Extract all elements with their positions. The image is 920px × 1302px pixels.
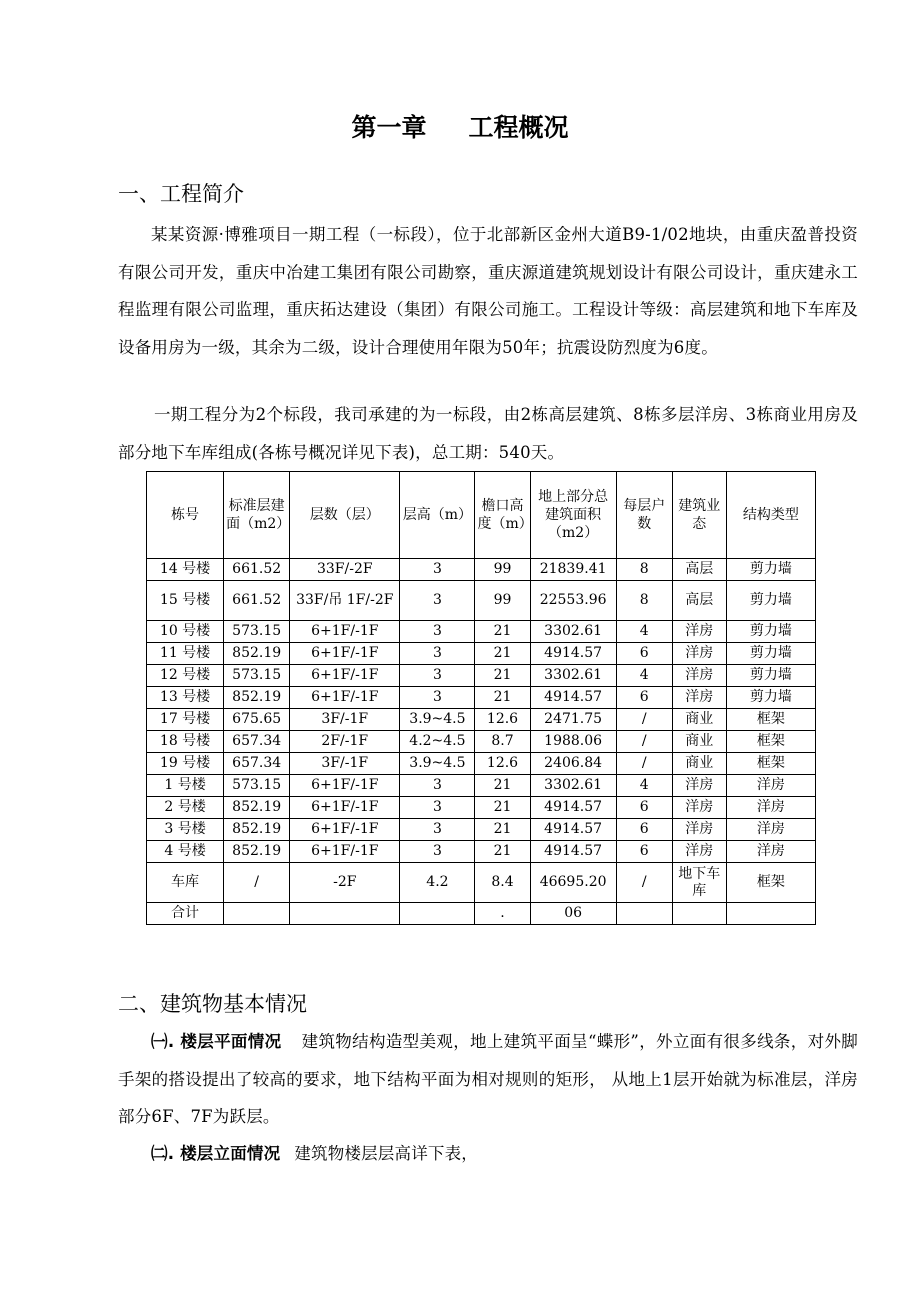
header-cell: 层数（层） <box>290 472 400 559</box>
table-cell: / <box>616 709 672 731</box>
table-cell: 3 <box>400 687 475 709</box>
chapter-number: 第一章 <box>351 113 427 142</box>
table-row <box>147 731 816 753</box>
table-cell: 框架 <box>726 731 815 753</box>
table-cell: 4914.57 <box>530 687 616 709</box>
header-cell: 每层户数 <box>616 472 672 559</box>
section-heading-building: 二、建筑物基本情况 <box>118 992 307 1016</box>
header-cell: 地上部分总建筑面积（m2） <box>530 472 616 559</box>
table-cell: 21 <box>475 621 530 643</box>
table-cell: 4914.57 <box>530 643 616 665</box>
table-cell: 661.52 <box>224 581 290 621</box>
table-header-row <box>147 472 816 559</box>
table-cell: 洋房 <box>672 621 726 643</box>
table-cell: 4914.57 <box>530 797 616 819</box>
table-cell: 46695.20 <box>530 863 616 903</box>
table-cell: 2471.75 <box>530 709 616 731</box>
table-cell: 剪力墙 <box>726 687 815 709</box>
table-cell: 剪力墙 <box>726 559 815 581</box>
table-row <box>147 841 816 863</box>
table-cell: 18 号楼 <box>147 731 224 753</box>
table-cell: 3 <box>400 559 475 581</box>
table-row <box>147 797 816 819</box>
table-cell: 21 <box>475 775 530 797</box>
table-cell: 6 <box>616 797 672 819</box>
table-cell: / <box>616 863 672 903</box>
table-cell: 4.2~4.5 <box>400 731 475 753</box>
table-cell: 洋房 <box>672 841 726 863</box>
floor-plan-label: ㈠. 楼层平面情况 <box>151 1032 282 1051</box>
table-cell: 573.15 <box>224 665 290 687</box>
table-cell: 11 号楼 <box>147 643 224 665</box>
table-cell: 8.4 <box>475 863 530 903</box>
table-cell: 12 号楼 <box>147 665 224 687</box>
table-cell: 657.34 <box>224 731 290 753</box>
table-cell: 车库 <box>147 863 224 903</box>
table-cell: 3.9~4.5 <box>400 709 475 731</box>
header-cell: 层高（m） <box>400 472 475 559</box>
table-cell: / <box>224 863 290 903</box>
intro-paragraph-1: 某某资源·博雅项目一期工程（一标段），位于北部新区金州大道B9-1/02地块，由重庆盈普投资有限公司开发，重庆中冶建工集团有限公司勘察，重庆源道建筑规划设计有限公司设计，重庆建永工程监理有限公司监理，重庆拓达建设（集团）有限公司施工。工程设计等级：高层建筑和地下车库及设备用房为一级，其余为二级，设计合理使用年限为50年；抗震设防烈度为6度。 <box>118 225 858 357</box>
intro-paragraph-2: 一期工程分为2个标段，我司承建的为一标段，由2栋高层建筑、8栋多层洋房、3栋商业用房及部分地下车库组成(各栋号概况详见下表)，总工期：540天。 <box>118 405 858 462</box>
table-cell: . <box>475 903 530 925</box>
table-cell: 3 <box>400 797 475 819</box>
table-cell: 15 号楼 <box>147 581 224 621</box>
table-cell: 剪力墙 <box>726 665 815 687</box>
table-cell: 573.15 <box>224 621 290 643</box>
table-cell: 6+1F/-1F <box>290 687 400 709</box>
chapter-name: 工程概况 <box>468 113 569 142</box>
table-cell: 3 <box>400 819 475 841</box>
table-cell: 地下车库 <box>672 863 726 903</box>
table-cell: 6 <box>616 841 672 863</box>
table-row <box>147 559 816 581</box>
table-cell: 3 <box>400 621 475 643</box>
table-cell: 高层 <box>672 581 726 621</box>
table-total-row <box>147 903 816 925</box>
table-row <box>147 621 816 643</box>
table-row <box>147 863 816 903</box>
table-row <box>147 643 816 665</box>
table-cell: 852.19 <box>224 797 290 819</box>
table-cell <box>726 903 815 925</box>
table-cell: 3 <box>400 665 475 687</box>
table-row <box>147 665 816 687</box>
table-row <box>147 687 816 709</box>
floor-elevation-paragraph <box>118 1135 858 1173</box>
table-cell: 洋房 <box>672 665 726 687</box>
chapter-title <box>0 108 920 144</box>
floor-plan-text: 建筑物结构造型美观，地上建筑平面呈“蝶形”，外立面有很多线条，对外脚手架的搭设提出了较高的要求，地下结构平面为相对规则的矩形， 从地上1层开始就为标准层，洋房部分6F、7F为跃层。 <box>118 1032 859 1126</box>
floor-elevation-label: ㈡. 楼层立面情况 <box>151 1144 281 1163</box>
header-cell: 结构类型 <box>726 472 815 559</box>
table-cell: 剪力墙 <box>726 621 815 643</box>
table-cell <box>616 903 672 925</box>
table-cell: 13 号楼 <box>147 687 224 709</box>
table-cell: 8.7 <box>475 731 530 753</box>
table-cell: 675.65 <box>224 709 290 731</box>
table-cell: 852.19 <box>224 819 290 841</box>
table-cell: 3 <box>400 581 475 621</box>
table-cell: 21 <box>475 819 530 841</box>
table-cell: 6 <box>616 819 672 841</box>
table-cell: 合计 <box>147 903 224 925</box>
table-cell: 21 <box>475 797 530 819</box>
table-cell: 2 号楼 <box>147 797 224 819</box>
table-cell: 剪力墙 <box>726 581 815 621</box>
table-cell: 6+1F/-1F <box>290 643 400 665</box>
table-cell: 2406.84 <box>530 753 616 775</box>
table-cell: 剪力墙 <box>726 643 815 665</box>
table-cell: 21 <box>475 643 530 665</box>
table-cell: 21839.41 <box>530 559 616 581</box>
floor-elevation-text: 建筑物楼层层高详下表， <box>294 1144 479 1163</box>
table-cell: 洋房 <box>672 797 726 819</box>
table-cell: 洋房 <box>726 797 815 819</box>
table-cell: 8 <box>616 581 672 621</box>
table-cell: 661.52 <box>224 559 290 581</box>
table-cell: / <box>616 753 672 775</box>
table-cell: 657.34 <box>224 753 290 775</box>
table-cell: 6 <box>616 687 672 709</box>
table-cell: 573.15 <box>224 775 290 797</box>
table-row <box>147 581 816 621</box>
table-cell: 3302.61 <box>530 775 616 797</box>
table-cell: 22553.96 <box>530 581 616 621</box>
table-cell: 99 <box>475 559 530 581</box>
table-cell: 6+1F/-1F <box>290 621 400 643</box>
table-cell: 3.9~4.5 <box>400 753 475 775</box>
header-cell: 建筑业态 <box>672 472 726 559</box>
table-cell: 框架 <box>726 753 815 775</box>
table-cell: 3 号楼 <box>147 819 224 841</box>
table-cell: 4914.57 <box>530 819 616 841</box>
table-cell: 6+1F/-1F <box>290 819 400 841</box>
table-cell: 17 号楼 <box>147 709 224 731</box>
table-cell: 洋房 <box>672 687 726 709</box>
table-cell: 3F/-1F <box>290 709 400 731</box>
table-cell: 商业 <box>672 753 726 775</box>
table-cell: 3 <box>400 775 475 797</box>
table-cell: 框架 <box>726 709 815 731</box>
table-cell: 99 <box>475 581 530 621</box>
table-cell: 4 <box>616 775 672 797</box>
table-cell: 21 <box>475 687 530 709</box>
header-cell: 栋号 <box>147 472 224 559</box>
table-cell: 19 号楼 <box>147 753 224 775</box>
table-cell: 3 <box>400 841 475 863</box>
table-cell: / <box>616 731 672 753</box>
table-cell: 4 <box>616 665 672 687</box>
header-cell: 檐口高度（m） <box>475 472 530 559</box>
table-cell: 06 <box>530 903 616 925</box>
table-cell: 10 号楼 <box>147 621 224 643</box>
table-row <box>147 753 816 775</box>
floor-plan-paragraph <box>118 1023 858 1136</box>
table-cell: 洋房 <box>672 819 726 841</box>
building-table <box>146 471 816 925</box>
table-row <box>147 709 816 731</box>
table-cell: -2F <box>290 863 400 903</box>
table-cell: 框架 <box>726 863 815 903</box>
table-cell: 商业 <box>672 731 726 753</box>
table-cell <box>290 903 400 925</box>
table-cell: 6+1F/-1F <box>290 775 400 797</box>
table-cell: 12.6 <box>475 709 530 731</box>
table-cell: 3302.61 <box>530 621 616 643</box>
table-cell: 6 <box>616 643 672 665</box>
table-cell: 1988.06 <box>530 731 616 753</box>
table-cell: 6+1F/-1F <box>290 665 400 687</box>
table-cell <box>400 903 475 925</box>
table-cell: 2F/-1F <box>290 731 400 753</box>
table-cell: 高层 <box>672 559 726 581</box>
table-cell: 21 <box>475 841 530 863</box>
header-cell: 标准层建面（m2） <box>224 472 290 559</box>
table-cell: 33F/-2F <box>290 559 400 581</box>
table-cell: 洋房 <box>726 819 815 841</box>
table-cell: 852.19 <box>224 841 290 863</box>
table-row <box>147 819 816 841</box>
table-cell: 1 号楼 <box>147 775 224 797</box>
table-cell <box>224 903 290 925</box>
table-cell: 6+1F/-1F <box>290 797 400 819</box>
table-cell: 21 <box>475 665 530 687</box>
table-cell: 商业 <box>672 709 726 731</box>
table-cell: 6+1F/-1F <box>290 841 400 863</box>
table-cell: 14 号楼 <box>147 559 224 581</box>
table-cell: 8 <box>616 559 672 581</box>
table-cell: 洋房 <box>672 643 726 665</box>
table-cell: 3F/-1F <box>290 753 400 775</box>
table-cell: 洋房 <box>726 841 815 863</box>
table-cell: 4.2 <box>400 863 475 903</box>
table-cell: 4 <box>616 621 672 643</box>
table-cell: 3302.61 <box>530 665 616 687</box>
table-cell: 3 <box>400 643 475 665</box>
table-cell: 4914.57 <box>530 841 616 863</box>
table-row <box>147 775 816 797</box>
table-cell: 4 号楼 <box>147 841 224 863</box>
table-cell <box>672 903 726 925</box>
table-cell: 852.19 <box>224 687 290 709</box>
table-cell: 33F/吊 1F/-2F <box>290 581 400 621</box>
table-cell: 852.19 <box>224 643 290 665</box>
table-cell: 12.6 <box>475 753 530 775</box>
section-heading-overview: 一、工程简介 <box>118 182 244 206</box>
table-cell: 洋房 <box>672 775 726 797</box>
table-cell: 洋房 <box>726 775 815 797</box>
